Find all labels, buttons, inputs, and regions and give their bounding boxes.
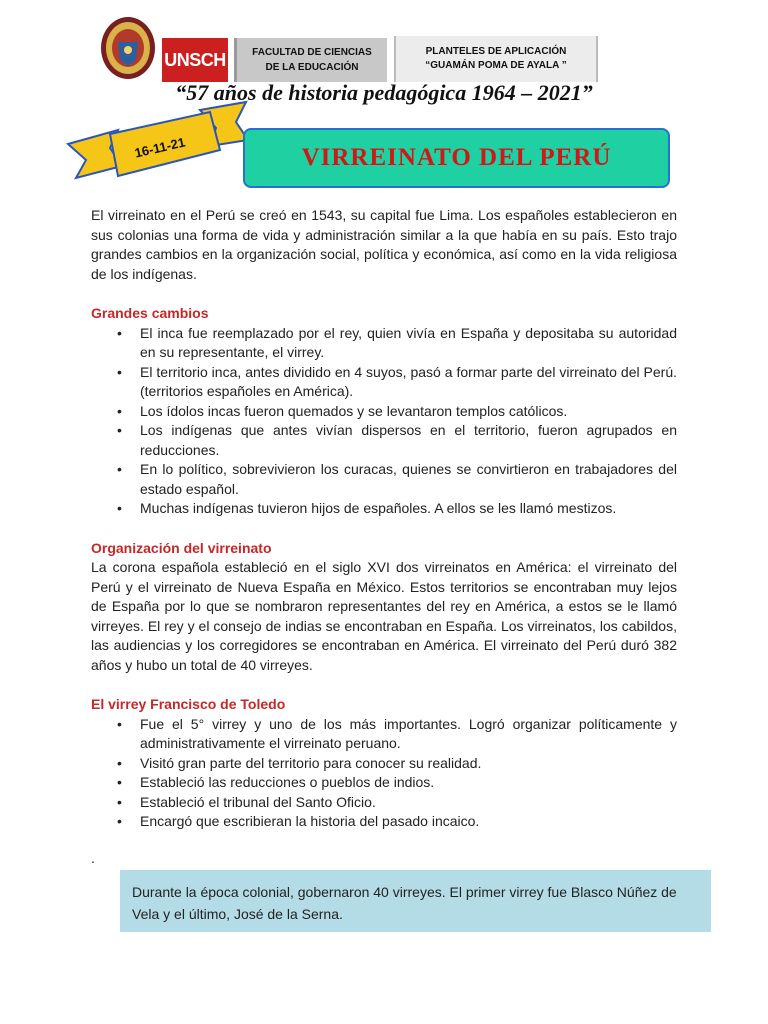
list-item: • Estableció las reducciones o pueblos de indios. xyxy=(140,773,677,793)
date-ribbon xyxy=(60,100,250,210)
faculty-label xyxy=(234,38,387,82)
motto: “57 años de historia pedagógica 1964 – 2021” xyxy=(175,80,593,105)
school-line-2: “GUAMÁN POMA DE AYALA ” xyxy=(425,60,567,71)
intro-paragraph: El virreinato en el Perú se creó en 1543, su capital fue Lima. Los españoles establecieron en sus colonias una forma de vida y administración similar a la que había en su país. Esto trajo grandes cambios en la organización social, política y económica, así como en la vida religiosa de los indígenas. xyxy=(91,207,677,282)
title-banner xyxy=(243,128,670,188)
list-item: • Estableció el tribunal del Santo Oficio. xyxy=(140,793,677,813)
date-label: 16-11-21 xyxy=(133,134,187,161)
list-item: • Los ídolos incas fueron quemados y se levantaron templos católicos. xyxy=(140,402,677,422)
faculty-line-2: DE LA EDUCACIÓN xyxy=(265,62,359,73)
heading-grandes-cambios: Grandes cambios xyxy=(91,305,209,321)
page-title: VIRREINATO DEL PERÚ xyxy=(301,144,612,171)
list-item: • Los indígenas que antes vivían dispersos en el territorio, fueron agrupados en reducciones. xyxy=(140,421,677,460)
list-toledo xyxy=(91,715,677,832)
list-item: • Visitó gran parte del territorio para conocer su realidad. xyxy=(140,754,677,774)
school-label xyxy=(394,36,598,82)
heading-toledo: El virrey Francisco de Toledo xyxy=(91,696,286,712)
organizacion-paragraph: La corona española estableció en el siglo XVI dos virreinatos en América: el virreinato del Perú y el virreinato de Nueva España en México. Estos territorios se encontraban muy lejos de España por lo que se nombraron representantes del rey en América, a estos se le llamó virreyes. El rey y el consejo de indias se encontraban en España. Los virreinatos, los cabildos, las audiencias y los corregidores se encontraban en América. El virreinato del Perú duró 382 años y hubo un total de 40 virreyes. xyxy=(91,559,677,673)
faculty-line-1: FACULTAD DE CIENCIAS xyxy=(252,47,372,58)
list-grandes-cambios xyxy=(91,324,677,519)
main-content xyxy=(91,206,677,832)
page-header xyxy=(96,12,606,84)
list-item: • El territorio inca, antes dividido en 4 suyos, pasó a formar parte del virreinato del Perú. (territorios españoles en América). xyxy=(140,363,677,402)
stray-mark: . xyxy=(91,850,95,866)
summary-note: Durante la época colonial, gobernaron 40 virreyes. El primer virrey fue Blasco Núñez de Vela y el último, José de la Serna. xyxy=(120,870,711,932)
list-item: • Fue el 5° virrey y uno de los más importantes. Logró organizar políticamente y administrativamente el virreinato peruano. xyxy=(140,715,677,754)
list-item: • Encargó que escribieran la historia del pasado incaico. xyxy=(140,812,677,832)
heading-organizacion: Organización del virreinato xyxy=(91,539,272,556)
school-line-1: PLANTELES DE APLICACIÓN xyxy=(425,46,567,57)
list-item: • El inca fue reemplazado por el rey, quien vivía en España y depositaba su autoridad en su representante, el virrey. xyxy=(140,324,677,363)
list-item: • Muchas indígenas tuvieron hijos de españoles. A ellos se les llamó mestizos. xyxy=(140,499,677,519)
list-item: • En lo político, sobrevivieron los curacas, quienes se convirtieron en trabajadores del estado español. xyxy=(140,460,677,499)
unsch-logo: UNSCH xyxy=(162,38,228,82)
university-seal-icon xyxy=(100,16,156,80)
